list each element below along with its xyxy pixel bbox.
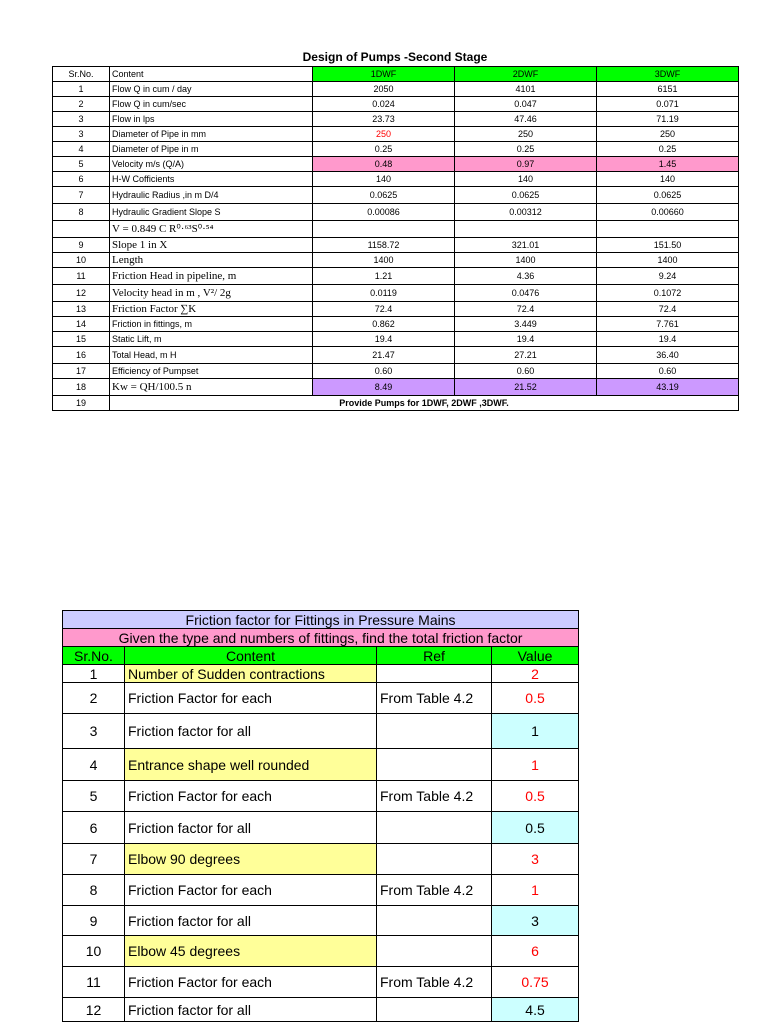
cell-content: Velocity m/s (Q/A) — [110, 157, 313, 172]
pump-recommendation-note: Provide Pumps for 1DWF, 2DWF ,3DWF. — [110, 396, 739, 411]
cell-srno: 11 — [63, 967, 125, 998]
cell-2dwf: 4.36 — [455, 268, 597, 285]
cell-3dwf: 1.45 — [597, 157, 739, 172]
cell-2dwf: 3.449 — [455, 317, 597, 332]
cell-2dwf: 0.60 — [455, 364, 597, 379]
cell-content: Friction factor for all — [125, 714, 377, 749]
cell-content: Friction Factor for each — [125, 967, 377, 998]
cell-srno: 3 — [53, 112, 110, 127]
cell-1dwf: 0.0119 — [313, 285, 455, 302]
cell-srno: 4 — [53, 142, 110, 157]
cell-1dwf: 23.73 — [313, 112, 455, 127]
table-row — [53, 187, 739, 204]
cell-1dwf: 140 — [313, 172, 455, 187]
cell-content: Efficiency of Pumpset — [110, 364, 313, 379]
table-row — [63, 781, 579, 812]
cell-srno: 8 — [53, 204, 110, 221]
note-row — [53, 396, 739, 411]
cell-3dwf: 0.071 — [597, 97, 739, 112]
cell-ref — [377, 714, 492, 749]
cell-srno: 1 — [53, 82, 110, 97]
cell-value: 6 — [492, 936, 579, 967]
cell-content: Friction factor for all — [125, 812, 377, 844]
cell-3dwf: 0.25 — [597, 142, 739, 157]
cell-content: Friction Head in pipeline, m — [110, 268, 313, 285]
cell-value: 0.5 — [492, 812, 579, 844]
header-srno: Sr.No. — [53, 67, 110, 82]
table-row — [63, 936, 579, 967]
header-ref: Ref — [377, 647, 492, 665]
cell-3dwf: 1400 — [597, 253, 739, 268]
cell-3dwf: 151.50 — [597, 238, 739, 253]
cell-2dwf: 4101 — [455, 82, 597, 97]
table-row — [53, 238, 739, 253]
cell-content: Number of Sudden contractions — [125, 665, 377, 683]
table-row — [53, 347, 739, 364]
cell-2dwf: 72.4 — [455, 302, 597, 317]
table-row — [63, 683, 579, 714]
cell-1dwf: 1.21 — [313, 268, 455, 285]
cell-2dwf: 0.0476 — [455, 285, 597, 302]
cell-1dwf: 21.47 — [313, 347, 455, 364]
cell-srno: 17 — [53, 364, 110, 379]
table-row — [63, 749, 579, 781]
cell-2dwf: 21.52 — [455, 379, 597, 396]
cell-ref: From Table 4.2 — [377, 875, 492, 906]
cell-ref — [377, 998, 492, 1022]
table-row — [63, 714, 579, 749]
friction-factor-table — [62, 610, 579, 1022]
cell-content: Hydraulic Radius ,in m D/4 — [110, 187, 313, 204]
table-row — [53, 142, 739, 157]
cell-srno: 6 — [53, 172, 110, 187]
cell-2dwf: 321.01 — [455, 238, 597, 253]
cell-2dwf: 250 — [455, 127, 597, 142]
cell-srno — [53, 221, 110, 238]
cell-2dwf: 140 — [455, 172, 597, 187]
table-row — [53, 253, 739, 268]
cell-value: 0.5 — [492, 781, 579, 812]
cell-value: 3 — [492, 844, 579, 875]
cell-srno: 9 — [63, 906, 125, 936]
pump-design-table — [52, 66, 739, 411]
cell-srno: 16 — [53, 347, 110, 364]
cell-3dwf: 6151 — [597, 82, 739, 97]
header-value: Value — [492, 647, 579, 665]
table-row — [53, 317, 739, 332]
table-header-row — [63, 647, 579, 665]
cell-3dwf: 250 — [597, 127, 739, 142]
table-row — [53, 285, 739, 302]
cell-srno: 5 — [63, 781, 125, 812]
cell-content: Flow Q in cum / day — [110, 82, 313, 97]
cell-srno: 12 — [53, 285, 110, 302]
cell-content: Static Lift, m — [110, 332, 313, 347]
cell-2dwf: 1400 — [455, 253, 597, 268]
table-row — [53, 204, 739, 221]
cell-srno: 13 — [53, 302, 110, 317]
cell-ref — [377, 844, 492, 875]
cell-value: 2 — [492, 665, 579, 683]
cell-ref — [377, 665, 492, 683]
cell-srno: 2 — [63, 683, 125, 714]
table-row — [63, 665, 579, 683]
cell-1dwf: 1158.72 — [313, 238, 455, 253]
cell-2dwf: 0.00312 — [455, 204, 597, 221]
cell-srno: 3 — [63, 714, 125, 749]
cell-1dwf: 0.60 — [313, 364, 455, 379]
table-row — [53, 302, 739, 317]
table-row — [53, 82, 739, 97]
cell-value: 0.75 — [492, 967, 579, 998]
cell-2dwf: 27.21 — [455, 347, 597, 364]
cell-3dwf: 0.0625 — [597, 187, 739, 204]
cell-srno: 6 — [63, 812, 125, 844]
cell-1dwf: 0.00086 — [313, 204, 455, 221]
cell-value: 1 — [492, 714, 579, 749]
table-row — [53, 127, 739, 142]
cell-1dwf: 0.862 — [313, 317, 455, 332]
formula-row — [53, 221, 739, 238]
cell-content: Hydraulic Gradient Slope S — [110, 204, 313, 221]
header-3dwf: 3DWF — [597, 67, 739, 82]
cell-srno: 4 — [63, 749, 125, 781]
table-row — [63, 998, 579, 1022]
cell-ref — [377, 906, 492, 936]
cell-content: Flow Q in cum/sec — [110, 97, 313, 112]
table-header-row — [53, 67, 739, 82]
cell-1dwf: 2050 — [313, 82, 455, 97]
header-content: Content — [125, 647, 377, 665]
cell-3dwf: 71.19 — [597, 112, 739, 127]
table-row — [53, 112, 739, 127]
cell-ref — [377, 936, 492, 967]
table-row — [63, 906, 579, 936]
cell-srno: 11 — [53, 268, 110, 285]
header-2dwf: 2DWF — [455, 67, 597, 82]
cell-2dwf: 0.25 — [455, 142, 597, 157]
table-row — [63, 967, 579, 998]
cell-3dwf: 0.00660 — [597, 204, 739, 221]
cell-ref: From Table 4.2 — [377, 781, 492, 812]
cell-1dwf: 1400 — [313, 253, 455, 268]
power-row — [53, 379, 739, 396]
cell-content: Friction in fittings, m — [110, 317, 313, 332]
cell-1dwf: 0.25 — [313, 142, 455, 157]
cell-content: Velocity head in m , V²/ 2g — [110, 285, 313, 302]
cell-ref: From Table 4.2 — [377, 967, 492, 998]
cell-content: Slope 1 in X — [110, 238, 313, 253]
cell-3dwf: 72.4 — [597, 302, 739, 317]
cell-content: Diameter of Pipe in mm — [110, 127, 313, 142]
cell-content: Friction factor for all — [125, 998, 377, 1022]
cell-1dwf — [313, 221, 455, 238]
friction-table-subtitle: Given the type and numbers of fittings, find the total friction factor — [63, 629, 579, 647]
table-row — [53, 364, 739, 379]
table-row — [63, 875, 579, 906]
cell-srno: 10 — [53, 253, 110, 268]
cell-2dwf: 0.047 — [455, 97, 597, 112]
cell-content: Diameter of Pipe in m — [110, 142, 313, 157]
table-row — [53, 332, 739, 347]
cell-1dwf-input: 250 — [313, 127, 455, 142]
cell-content: Length — [110, 253, 313, 268]
table-title-row — [63, 611, 579, 629]
cell-3dwf: 0.60 — [597, 364, 739, 379]
cell-srno: 12 — [63, 998, 125, 1022]
cell-srno: 3 — [53, 127, 110, 142]
cell-srno: 1 — [63, 665, 125, 683]
table-row — [53, 172, 739, 187]
cell-srno: 2 — [53, 97, 110, 112]
header-srno: Sr.No. — [63, 647, 125, 665]
cell-value: 3 — [492, 906, 579, 936]
table-row — [63, 844, 579, 875]
table-row — [53, 157, 739, 172]
table-row — [53, 268, 739, 285]
cell-2dwf — [455, 221, 597, 238]
header-1dwf: 1DWF — [313, 67, 455, 82]
cell-srno: 19 — [53, 396, 110, 411]
cell-ref: From Table 4.2 — [377, 683, 492, 714]
cell-3dwf: 7.761 — [597, 317, 739, 332]
cell-content: H-W Cofficients — [110, 172, 313, 187]
cell-content: Entrance shape well rounded — [125, 749, 377, 781]
cell-2dwf: 0.97 — [455, 157, 597, 172]
cell-srno: 15 — [53, 332, 110, 347]
cell-content: Elbow 90 degrees — [125, 844, 377, 875]
header-content: Content — [110, 67, 313, 82]
cell-3dwf: 0.1072 — [597, 285, 739, 302]
cell-3dwf: 36.40 — [597, 347, 739, 364]
cell-ref — [377, 749, 492, 781]
cell-srno: 9 — [53, 238, 110, 253]
cell-1dwf: 0.0625 — [313, 187, 455, 204]
cell-srno: 10 — [63, 936, 125, 967]
cell-content: Flow in lps — [110, 112, 313, 127]
cell-value: 0.5 — [492, 683, 579, 714]
power-formula: Kw = QH/100.5 n — [110, 379, 313, 396]
friction-table-title: Friction factor for Fittings in Pressure Mains — [63, 611, 579, 629]
table-row — [63, 812, 579, 844]
cell-value: 1 — [492, 749, 579, 781]
cell-3dwf: 140 — [597, 172, 739, 187]
cell-3dwf: 19.4 — [597, 332, 739, 347]
cell-2dwf: 0.0625 — [455, 187, 597, 204]
cell-srno: 8 — [63, 875, 125, 906]
cell-3dwf: 9.24 — [597, 268, 739, 285]
pump-design-title: Design of Pumps -Second Stage — [302, 50, 488, 64]
cell-srno: 14 — [53, 317, 110, 332]
cell-ref — [377, 812, 492, 844]
cell-srno: 7 — [53, 187, 110, 204]
cell-content: Friction Factor for each — [125, 781, 377, 812]
table-subtitle-row — [63, 629, 579, 647]
cell-3dwf — [597, 221, 739, 238]
cell-content: Friction Factor for each — [125, 683, 377, 714]
cell-srno: 7 — [63, 844, 125, 875]
cell-content: Elbow 45 degrees — [125, 936, 377, 967]
cell-content: Total Head, m H — [110, 347, 313, 364]
cell-3dwf: 43.19 — [597, 379, 739, 396]
cell-1dwf: 19.4 — [313, 332, 455, 347]
cell-value: 1 — [492, 875, 579, 906]
table-row — [53, 97, 739, 112]
cell-2dwf: 47.46 — [455, 112, 597, 127]
cell-content: Friction Factor for each — [125, 875, 377, 906]
cell-content: Friction Factor ∑K — [110, 302, 313, 317]
cell-content: Friction factor for all — [125, 906, 377, 936]
cell-srno: 5 — [53, 157, 110, 172]
cell-1dwf: 8.49 — [313, 379, 455, 396]
cell-1dwf: 72.4 — [313, 302, 455, 317]
cell-value: 4.5 — [492, 998, 579, 1022]
cell-1dwf: 0.024 — [313, 97, 455, 112]
cell-srno: 18 — [53, 379, 110, 396]
cell-1dwf: 0.48 — [313, 157, 455, 172]
cell-2dwf: 19.4 — [455, 332, 597, 347]
hazen-williams-formula: V = 0.849 C R⁰·⁶³S⁰·⁵⁴ — [110, 221, 313, 238]
